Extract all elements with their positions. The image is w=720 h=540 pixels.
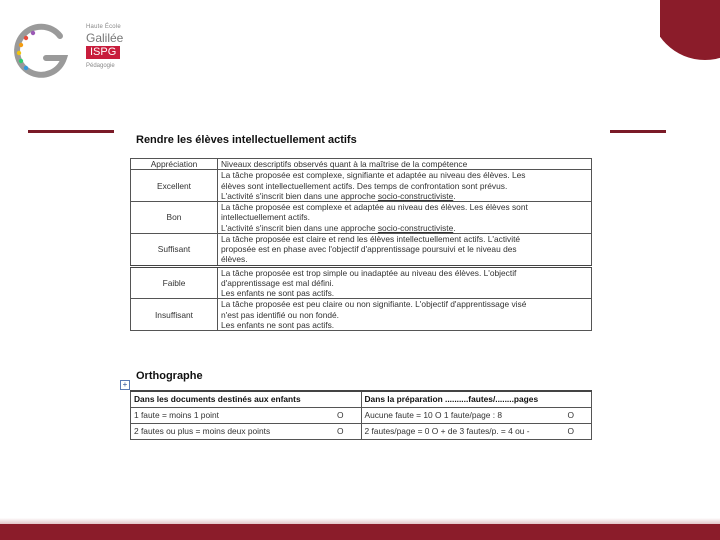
- logo-line2: Galilée: [86, 31, 124, 45]
- row-label: Faible: [131, 266, 218, 299]
- checkbox-circle: O: [336, 425, 344, 436]
- row-description: [218, 202, 592, 234]
- row-line: élèves.: [221, 254, 248, 265]
- table-row: [131, 233, 592, 266]
- logo-g-icon: [12, 22, 72, 82]
- header-descriptors: Niveaux descriptifs observés quant à la maîtrise de la compétence: [218, 159, 592, 170]
- checkbox-circle: O: [567, 409, 574, 420]
- table-row: [131, 407, 592, 423]
- row-line: L'activité s'inscrit bien dans une approche socio-constructiviste.: [221, 222, 456, 233]
- orthographe-table: [130, 390, 592, 440]
- logo-line1: Haute École: [86, 24, 121, 30]
- row-label: Bon: [131, 202, 218, 234]
- row-line: élèves sont intellectuellement actifs. Des temps de confrontation sont prévus.: [221, 180, 508, 191]
- ortho-rule-text: 1 faute = moins 1 point: [134, 409, 219, 420]
- row-line: d'apprentissage est mal défini.: [221, 277, 334, 288]
- ortho-cell-right: [361, 423, 592, 439]
- row-label: Insuffisant: [131, 299, 218, 331]
- ortho-header-row: [131, 391, 592, 407]
- logo-wordmark: [86, 24, 123, 69]
- row-line: intellectuellement actifs.: [221, 212, 310, 223]
- ortho-head-left: Dans les documents destinés aux enfants: [131, 391, 362, 407]
- table-row: [131, 266, 592, 299]
- logo-line3: Pédagogie: [86, 63, 115, 69]
- row-description: [218, 266, 592, 299]
- ortho-rule-text: 2 fautes ou plus = moins deux points: [134, 425, 271, 436]
- ortho-head-right: Dans la préparation ..........fautes/........pages: [361, 391, 592, 407]
- table-header-row: [131, 159, 592, 170]
- table-row: [131, 423, 592, 439]
- row-description: [218, 170, 592, 202]
- row-line: Les enfants ne sont pas actifs.: [221, 319, 335, 330]
- underlined-term: socio-constructiviste: [377, 222, 454, 233]
- row-line: La tâche proposée est claire et rend les élèves intellectuellement actifs. L'activité: [221, 233, 521, 244]
- row-line: n'est pas identifié ou non fondé.: [221, 309, 340, 320]
- table-row: [131, 170, 592, 202]
- orthographe-title: Orthographe: [136, 370, 203, 382]
- row-line: La tâche proposée est trop simple ou inadaptée au niveau des élèves. L'objectif: [221, 267, 517, 278]
- corner-decoration: [660, 0, 720, 70]
- school-logo: [12, 22, 132, 82]
- footer-bar: [0, 524, 720, 540]
- row-line: La tâche proposée est complexe et adaptée au niveau des élèves. Les élèves sont: [221, 202, 528, 212]
- row-description: [218, 299, 592, 331]
- row-line: La tâche proposée est complexe, signifiante et adaptée au niveau des élèves. Les: [221, 170, 526, 181]
- row-line: L'activité s'inscrit bien dans une approche socio-constructiviste.: [221, 190, 456, 201]
- title-rule-right: [610, 130, 666, 133]
- row-line: Les enfants ne sont pas actifs.: [221, 288, 335, 298]
- row-label: Excellent: [131, 170, 218, 202]
- row-description: [218, 233, 592, 266]
- checkbox-circle: O: [567, 425, 574, 436]
- document-title: Rendre les élèves intellectuellement actifs: [136, 134, 357, 146]
- ortho-rule-text: 2 fautes/page = 0 O + de 3 fautes/p. = 4 ou -: [364, 425, 530, 436]
- ortho-cell-right: [361, 407, 592, 423]
- checkbox-circle: O: [336, 409, 344, 420]
- header-appreciation: Appréciation: [131, 159, 218, 170]
- table-row: [131, 299, 592, 331]
- row-line: proposée est en phase avec l'objectif d'apprentissage poursuivi et le niveau des: [221, 244, 517, 254]
- ortho-rule-text: Aucune faute = 10 O 1 faute/page : 8: [364, 409, 503, 420]
- ortho-cell-left: [131, 423, 362, 439]
- ortho-cell-left: [131, 407, 362, 423]
- title-rule-left: [28, 130, 114, 133]
- evaluation-table: [130, 158, 592, 331]
- expand-icon[interactable]: +: [120, 380, 130, 390]
- row-label: Suffisant: [131, 233, 218, 266]
- table-row: [131, 202, 592, 234]
- row-line: La tâche proposée est peu claire ou non signifiante. L'objectif d'apprentissage visé: [221, 299, 527, 310]
- underlined-term: socio-constructiviste: [377, 190, 454, 201]
- logo-badge: ISPG: [86, 46, 120, 59]
- document-scan: [118, 128, 604, 454]
